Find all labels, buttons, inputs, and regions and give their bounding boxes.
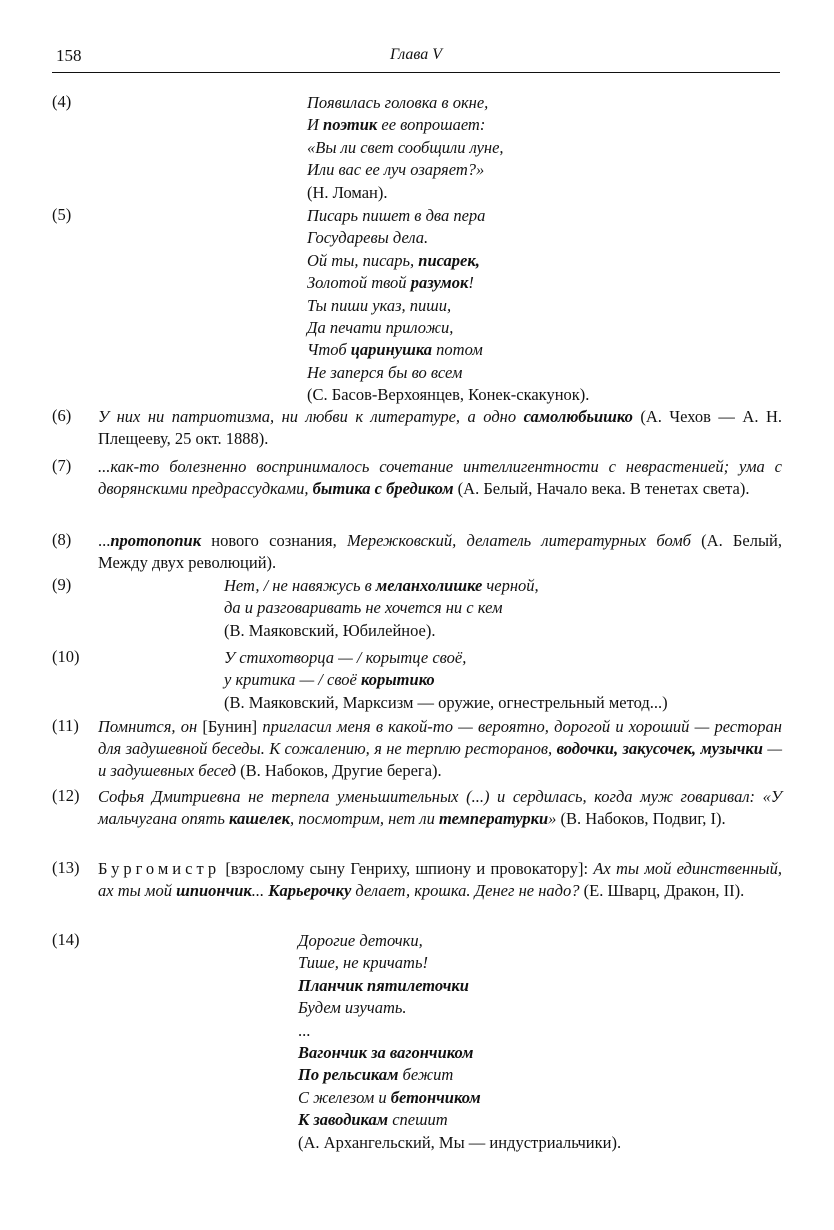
example-number: (9) <box>52 575 72 594</box>
verse-quote <box>307 92 504 204</box>
text-run: Писарь пишет в два пера <box>307 206 486 225</box>
emphasized-diminutive <box>376 576 482 595</box>
emphasized-word: Вагончик за вагончиком <box>298 1042 474 1062</box>
prose-quote <box>98 858 782 902</box>
text-run: у критика — / своё <box>224 670 361 690</box>
text-run: Не заперся бы во всем <box>307 362 463 382</box>
text-run: Ой ты, писарь, <box>307 250 419 270</box>
example-number: (12) <box>52 786 80 805</box>
emphasized-diminutive <box>298 1043 473 1062</box>
example-number: (11) <box>52 716 79 735</box>
prose-quote <box>98 786 782 830</box>
text-run: Нет, / не навяжусь в <box>224 576 376 595</box>
text-run: ее вопрошает: <box>377 115 486 135</box>
prose-quote <box>98 406 782 450</box>
text-run: (С. Басов-Верхоянцев, Конек-скакунок). <box>307 385 590 405</box>
verse-line <box>298 997 621 1019</box>
text-run: С железом и <box>298 1087 391 1107</box>
emphasized-word: корытико <box>361 670 435 690</box>
emphasized-diminutive <box>323 115 377 134</box>
text-run: нового сознания, <box>201 531 348 550</box>
verse-line <box>307 92 504 114</box>
verse-line <box>224 692 668 714</box>
emphasized-word: шпиончик <box>176 881 252 901</box>
emphasized-word: писарек, <box>418 250 480 270</box>
text-run: да и разговаривать не хочется ни с кем <box>224 598 503 618</box>
verse-line <box>224 597 539 619</box>
text-run: Да печати приложи, <box>307 317 454 337</box>
verse-line <box>307 317 589 339</box>
verse-line <box>298 1020 621 1042</box>
example-number: (6) <box>52 406 72 425</box>
text-run: бежит <box>398 1065 454 1085</box>
verse-line <box>224 620 539 642</box>
emphasized-word: бытика с бредиком <box>312 479 454 499</box>
text-run: (В. Набоков, Другие берега). <box>240 761 442 781</box>
text-run: Мережковский, делатель литературных бомб <box>347 531 691 550</box>
text-run: [взрослому сыну Генриху, шпиону и провокатору]: <box>220 859 594 878</box>
text-run: , посмотрим, нет ли <box>290 809 439 829</box>
text-run: Ах ты мой единственный, ах ты мой <box>98 859 782 901</box>
verse-quote <box>307 205 589 407</box>
emphasized-diminutive <box>176 881 252 900</box>
emphasized-word: самолюбьишко <box>523 407 633 426</box>
emphasized-word: температурки <box>439 809 549 829</box>
emphasized-word: поэтик <box>323 115 378 135</box>
text-run: (А. Архангельский, Мы — индустриальчики). <box>298 1132 622 1152</box>
text-run: (Е. Шварц, Дракон, II). <box>579 881 745 901</box>
verse-line <box>224 575 539 597</box>
verse-line <box>224 669 668 691</box>
example-number: (14) <box>52 930 80 949</box>
text-run: Ты пиши указ, пиши, <box>307 295 452 315</box>
emphasized-word: протопопик <box>110 531 202 550</box>
text-run: Тише, не кричать! <box>298 953 428 973</box>
text-run: пригласил меня в какой-то — вероятно, дорогой и хороший — ресторан для задушевной беседы. К сожалению, я не терплю ресторанов, <box>98 717 782 759</box>
page-number: 158 <box>56 46 82 65</box>
text-run: Золотой твой <box>307 273 411 293</box>
emphasized-word: Карьерочку <box>268 881 352 901</box>
running-head: Глава V <box>389 46 443 63</box>
emphasized-word: кашелек <box>229 809 291 829</box>
verse-line <box>298 975 621 997</box>
text-run: (В. Маяковский, Юбилейное). <box>224 620 436 640</box>
emphasized-word: К заводикам <box>298 1110 389 1130</box>
text-run: делает, крошка. Денег не надо? <box>351 881 580 901</box>
verse-line <box>307 362 589 384</box>
emphasized-diminutive <box>351 340 432 359</box>
emphasized-diminutive <box>298 976 469 995</box>
verse-line <box>307 295 589 317</box>
prose-quote <box>98 530 782 574</box>
text-run: (А. Чехов — А. Н. Плещееву, 25 окт. 1888). <box>98 407 783 449</box>
example-number: (4) <box>52 92 72 111</box>
emphasized-diminutive <box>418 251 480 270</box>
text-run: ... <box>251 881 269 901</box>
text-run: (А. Белый, Между двух революций). <box>98 531 783 573</box>
text-run: — и задушевных бесед <box>98 739 782 781</box>
text-run: спешит <box>388 1110 448 1130</box>
verse-quote <box>224 647 668 714</box>
verse-line <box>224 647 668 669</box>
text-run: » <box>548 809 557 829</box>
verse-line <box>298 1064 621 1086</box>
emphasized-diminutive <box>268 881 351 900</box>
emphasized-diminutive <box>313 479 454 498</box>
text-run: Помнится, он <box>98 717 203 736</box>
emphasized-word: По рельсикам <box>298 1065 399 1085</box>
verse-line <box>298 1042 621 1064</box>
verse-line <box>307 339 589 361</box>
text-run: (Н. Ломан). <box>307 182 388 202</box>
prose-quote <box>98 456 782 500</box>
verse-line <box>307 205 589 227</box>
prose-quote <box>98 716 782 783</box>
text-run: потом <box>432 340 483 360</box>
verse-line <box>298 1109 621 1131</box>
emphasized-diminutive <box>298 1110 388 1129</box>
text-run: Будем изучать. <box>298 998 407 1018</box>
emphasized-word: Планчик пятилеточки <box>298 975 469 995</box>
verse-line <box>298 1087 621 1109</box>
text-run: (А. Белый, Начало века. В тенетах света). <box>453 479 750 499</box>
text-run: «Вы ли свет сообщили луне, <box>307 137 504 157</box>
example-number: (8) <box>52 530 72 549</box>
emphasized-diminutive <box>411 273 469 292</box>
text-run: (В. Маяковский, Марксизм — оружие, огнестрельный метод...) <box>224 692 668 712</box>
text-run: И <box>307 115 324 135</box>
text-run: У них ни патриотизма, ни любви к литературе, а одно <box>98 407 524 426</box>
text-run: черной, <box>482 576 539 595</box>
verse-line <box>307 384 589 406</box>
emphasized-word: бетончиком <box>390 1087 481 1107</box>
text-run: [Бунин] <box>202 717 263 736</box>
emphasized-diminutive <box>361 670 435 689</box>
text-run: (В. Набоков, Подвиг, I). <box>556 809 726 829</box>
example-number: (5) <box>52 205 72 224</box>
text-run: ! <box>468 273 474 293</box>
verse-line <box>307 137 504 159</box>
verse-line <box>307 272 589 294</box>
emphasized-diminutive <box>298 1065 398 1084</box>
example-number: (7) <box>52 456 72 475</box>
verse-line <box>307 227 589 249</box>
verse-line <box>307 182 504 204</box>
emphasized-word: царинушка <box>350 340 433 360</box>
emphasized-diminutive <box>524 407 633 426</box>
verse-line <box>307 250 589 272</box>
verse-line <box>307 114 504 136</box>
text-run: ...как-то болезненно воспринималось сочетание интеллигентности с неврастенией; ума с дворянскими предрассудками, <box>98 457 782 499</box>
text-run: Дорогие деточки, <box>298 931 423 950</box>
text-run: Чтоб <box>307 340 351 360</box>
emphasized-diminutive <box>391 1088 481 1107</box>
emphasized-diminutive <box>229 809 290 828</box>
example-number: (10) <box>52 647 80 666</box>
page-header <box>52 44 780 73</box>
emphasized-word: водочки, закусочек, музычки <box>556 739 763 759</box>
verse-quote <box>224 575 539 642</box>
example-number: (13) <box>52 858 80 877</box>
text-run: ... <box>98 531 111 550</box>
emphasized-word: разумок <box>410 273 469 293</box>
verse-quote <box>298 930 621 1154</box>
verse-line <box>298 1132 621 1154</box>
verse-line <box>298 952 621 974</box>
text-run: Государевы дела. <box>307 228 429 248</box>
verse-line <box>298 930 621 952</box>
verse-line <box>307 159 504 181</box>
text-run: Софья Дмитриевна не терпела уменьшительных (...) и сердилась, когда муж говаривал: «У мальчугана опять <box>98 787 782 829</box>
emphasized-word: меланхолишке <box>375 576 483 595</box>
text-run: У стихотворца — / корытце своё, <box>224 648 467 667</box>
emphasized-diminutive <box>557 739 763 758</box>
text-run: Или вас ее луч озаряет?» <box>307 160 485 180</box>
emphasized-diminutive <box>439 809 548 828</box>
emphasized-diminutive <box>110 531 201 550</box>
text-run: ... <box>298 1020 311 1040</box>
text-run: Появилась головка в окне, <box>307 93 489 112</box>
character-name: Бургомистр <box>98 859 221 878</box>
